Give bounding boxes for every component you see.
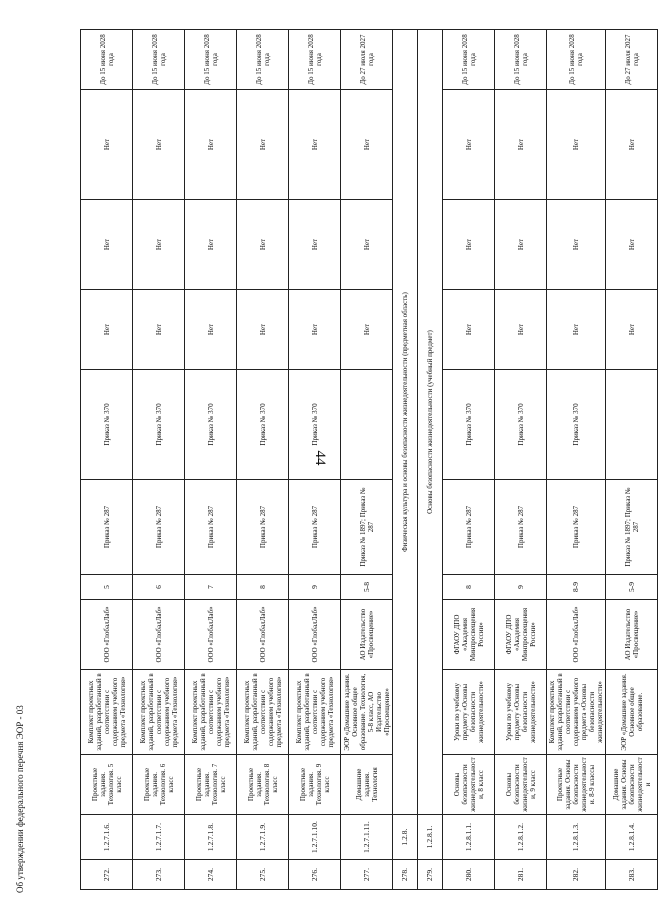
order-reference-2: Приказ № 370 bbox=[81, 370, 133, 480]
validity-date: До 27 июля 2027 года bbox=[341, 30, 393, 90]
flag-1: Нет bbox=[495, 290, 547, 370]
resource-organization: ООО «ГлобалЛаб» bbox=[81, 600, 133, 670]
validity-date: До 15 июня 2028 года bbox=[495, 30, 547, 90]
resource-grade: 9 bbox=[289, 575, 341, 600]
flag-1: Нет bbox=[341, 290, 393, 370]
table-body bbox=[81, 30, 658, 890]
resource-name: Проектные задания. Технология. 5 класс bbox=[81, 755, 133, 815]
order-reference: Приказ № 287 bbox=[133, 480, 185, 575]
row-code: 1.2.8.1.1. bbox=[443, 815, 495, 860]
resource-grade: 7 bbox=[185, 575, 237, 600]
table-row bbox=[495, 30, 547, 890]
order-reference-2 bbox=[341, 370, 393, 480]
resource-organization: ООО «ГлобалЛаб» bbox=[289, 600, 341, 670]
validity-date: До 15 июня 2028 года bbox=[547, 30, 606, 90]
resource-description: Уроки по учебному предмету «Основы безопасности жизнедеятельности» bbox=[443, 670, 495, 755]
order-reference-2: Приказ № 370 bbox=[495, 370, 547, 480]
eor-table bbox=[80, 29, 658, 890]
resource-description: ЭОР «Домашние задания. Основное общее образование. Технология, 5-8 класс, АО Издательство «Просвещение» bbox=[341, 670, 393, 755]
resource-description: Комплект проектных заданий, разработанный в соответствии с содержанием учебного предмета «Технология» bbox=[237, 670, 289, 755]
resource-organization: ООО «ГлобалЛаб» bbox=[133, 600, 185, 670]
flag-1: Нет bbox=[443, 290, 495, 370]
order-reference-2 bbox=[606, 370, 658, 480]
flag-2: Нет bbox=[185, 200, 237, 290]
footer-text: Об утверждении федерального перечня ЭОР - 03 bbox=[15, 705, 25, 893]
flag-1: Нет bbox=[237, 290, 289, 370]
resource-name: Основы безопасности жизнедеятельности, 8 класс bbox=[443, 755, 495, 815]
table-row bbox=[81, 30, 133, 890]
row-code: 1.2.7.1.10. bbox=[289, 815, 341, 860]
order-reference: Приказ № 287 bbox=[443, 480, 495, 575]
order-reference: Приказ № 287 bbox=[495, 480, 547, 575]
row-number: 281. bbox=[495, 860, 547, 890]
table-row bbox=[237, 30, 289, 890]
table-row bbox=[443, 30, 495, 890]
flag-3: Нет bbox=[133, 90, 185, 200]
flag-1: Нет bbox=[547, 290, 606, 370]
flag-1: Нет bbox=[289, 290, 341, 370]
row-number: 277. bbox=[341, 860, 393, 890]
flag-2: Нет bbox=[133, 200, 185, 290]
flag-3: Нет bbox=[606, 90, 658, 200]
order-reference-2: Приказ № 370 bbox=[133, 370, 185, 480]
resource-name: Проектные задания. Технология. 6 класс bbox=[133, 755, 185, 815]
flag-3: Нет bbox=[495, 90, 547, 200]
row-number: 275. bbox=[237, 860, 289, 890]
resource-name: Проектные задания. Технология. 8 класс bbox=[237, 755, 289, 815]
page-number: 44 bbox=[312, 450, 328, 466]
resource-description: Комплект проектных заданий, разработанный в соответствии с содержанием учебного предмета «Технология» bbox=[185, 670, 237, 755]
order-reference: Приказ № 287 bbox=[185, 480, 237, 575]
order-reference-2: Приказ № 370 bbox=[289, 370, 341, 480]
resource-organization: ООО «ГлобалЛаб» bbox=[185, 600, 237, 670]
resource-name: Проектные задания. Технология. 9 класс bbox=[289, 755, 341, 815]
resource-grade: 6 bbox=[133, 575, 185, 600]
row-number: 279. bbox=[418, 860, 443, 890]
flag-1: Нет bbox=[606, 290, 658, 370]
order-reference: Приказ № 287 bbox=[547, 480, 606, 575]
flag-3: Нет bbox=[237, 90, 289, 200]
flag-3: Нет bbox=[547, 90, 606, 200]
resource-grade: 9 bbox=[495, 575, 547, 600]
row-code: 1.2.8.1.3. bbox=[547, 815, 606, 860]
order-reference-2: Приказ № 370 bbox=[443, 370, 495, 480]
flag-2: Нет bbox=[289, 200, 341, 290]
resource-name: Основы безопасности жизнедеятельности, 9 класс bbox=[495, 755, 547, 815]
flag-3: Нет bbox=[81, 90, 133, 200]
section-row bbox=[418, 30, 443, 890]
flag-2: Нет bbox=[606, 200, 658, 290]
validity-date: До 15 июня 2028 года bbox=[133, 30, 185, 90]
row-code: 1.2.8.1.2. bbox=[495, 815, 547, 860]
order-reference-2: Приказ № 370 bbox=[185, 370, 237, 480]
rotated-table-wrapper bbox=[80, 30, 652, 890]
order-reference: Приказ № 1897; Приказ № 287 bbox=[606, 480, 658, 575]
flag-2: Нет bbox=[547, 200, 606, 290]
validity-date: До 15 июня 2028 года bbox=[289, 30, 341, 90]
flag-3: Нет bbox=[341, 90, 393, 200]
resource-organization: ООО «ГлобалЛаб» bbox=[237, 600, 289, 670]
section-title: Физическая культура и основы безопасности жизнедеятельности (предметная область) bbox=[393, 30, 418, 815]
validity-date: До 15 июня 2028 года bbox=[81, 30, 133, 90]
table-row bbox=[606, 30, 658, 890]
resource-description: Комплект проектных заданий, разработанный в соответствии с содержанием учебного предмета «Основы безопасности жизнедеятельности» bbox=[547, 670, 606, 755]
resource-description: Комплект проектных заданий, разработанный в соответствии с содержанием учебного предмета «Технология» bbox=[81, 670, 133, 755]
resource-description: Комплект проектных заданий, разработанный в соответствии с содержанием учебного предмета «Технология» bbox=[133, 670, 185, 755]
row-number: 276. bbox=[289, 860, 341, 890]
resource-description: Уроки по учебному предмету «Основы безопасности жизнедеятельности» bbox=[495, 670, 547, 755]
row-number: 278. bbox=[393, 860, 418, 890]
order-reference-2: Приказ № 370 bbox=[237, 370, 289, 480]
resource-description: Комплект проектных заданий, разработанный в соответствии с содержанием учебного предмета «Технология» bbox=[289, 670, 341, 755]
flag-2: Нет bbox=[341, 200, 393, 290]
resource-name: Домашние задания. Основы безопасности жизнедеятельности bbox=[606, 755, 658, 815]
row-code: 1.2.8.1. bbox=[418, 815, 443, 860]
row-number: 283. bbox=[606, 860, 658, 890]
row-number: 274. bbox=[185, 860, 237, 890]
validity-date: До 15 июня 2028 года bbox=[443, 30, 495, 90]
validity-date: До 15 июня 2028 года bbox=[237, 30, 289, 90]
row-number: 280. bbox=[443, 860, 495, 890]
table-row bbox=[133, 30, 185, 890]
section-title: Основы безопасности жизнедеятельности (учебный предмет) bbox=[418, 30, 443, 815]
flag-2: Нет bbox=[443, 200, 495, 290]
flag-1: Нет bbox=[81, 290, 133, 370]
resource-grade: 5-9 bbox=[606, 575, 658, 600]
resource-grade: 8-9 bbox=[547, 575, 606, 600]
row-code: 1.2.7.1.9. bbox=[237, 815, 289, 860]
flag-1: Нет bbox=[185, 290, 237, 370]
flag-1: Нет bbox=[133, 290, 185, 370]
row-code: 1.2.7.1.7. bbox=[133, 815, 185, 860]
resource-organization: ФГАОУ ДПО «Академия Минпросвещения России» bbox=[495, 600, 547, 670]
order-reference: Приказ № 287 bbox=[237, 480, 289, 575]
row-code: 1.2.7.1.6. bbox=[81, 815, 133, 860]
validity-date: До 27 июля 2027 года bbox=[606, 30, 658, 90]
flag-3: Нет bbox=[185, 90, 237, 200]
flag-3: Нет bbox=[443, 90, 495, 200]
validity-date: До 15 июня 2028 года bbox=[185, 30, 237, 90]
resource-organization: ООО «ГлобалЛаб» bbox=[547, 600, 606, 670]
resource-name: Проектные задания. Технология. 7 класс bbox=[185, 755, 237, 815]
flag-2: Нет bbox=[237, 200, 289, 290]
resource-name: Проектные задания. Основы безопасности жизнедеятельности. 8-9 классы bbox=[547, 755, 606, 815]
row-code: 1.2.8.1.4. bbox=[606, 815, 658, 860]
table-row bbox=[341, 30, 393, 890]
order-reference-2: Приказ № 370 bbox=[547, 370, 606, 480]
resource-grade: 8 bbox=[237, 575, 289, 600]
resource-organization: АО Издательство «Просвещение» bbox=[341, 600, 393, 670]
order-reference: Приказ № 1897; Приказ № 287 bbox=[341, 480, 393, 575]
flag-2: Нет bbox=[81, 200, 133, 290]
row-code: 1.2.8. bbox=[393, 815, 418, 860]
table-row bbox=[547, 30, 606, 890]
resource-grade: 5-8 bbox=[341, 575, 393, 600]
table-row bbox=[185, 30, 237, 890]
footer-text-wrapper bbox=[10, 30, 24, 900]
order-reference: Приказ № 287 bbox=[289, 480, 341, 575]
row-code: 1.2.7.1.8. bbox=[185, 815, 237, 860]
resource-description: ЭОР «Домашние задания. Основное общее образование. bbox=[606, 670, 658, 755]
section-row bbox=[393, 30, 418, 890]
flag-2: Нет bbox=[495, 200, 547, 290]
resource-organization: ФГАОУ ДПО «Академия Минпросвещения России» bbox=[443, 600, 495, 670]
table-row bbox=[289, 30, 341, 890]
resource-grade: 8 bbox=[443, 575, 495, 600]
row-code: 1.2.7.1.11. bbox=[341, 815, 393, 860]
flag-3: Нет bbox=[289, 90, 341, 200]
order-reference: Приказ № 287 bbox=[81, 480, 133, 575]
resource-grade: 5 bbox=[81, 575, 133, 600]
row-number: 273. bbox=[133, 860, 185, 890]
row-number: 272. bbox=[81, 860, 133, 890]
row-number: 282. bbox=[547, 860, 606, 890]
resource-organization: АО Издательство «Просвещение» bbox=[606, 600, 658, 670]
resource-name: Домашние задания. Технология bbox=[341, 755, 393, 815]
